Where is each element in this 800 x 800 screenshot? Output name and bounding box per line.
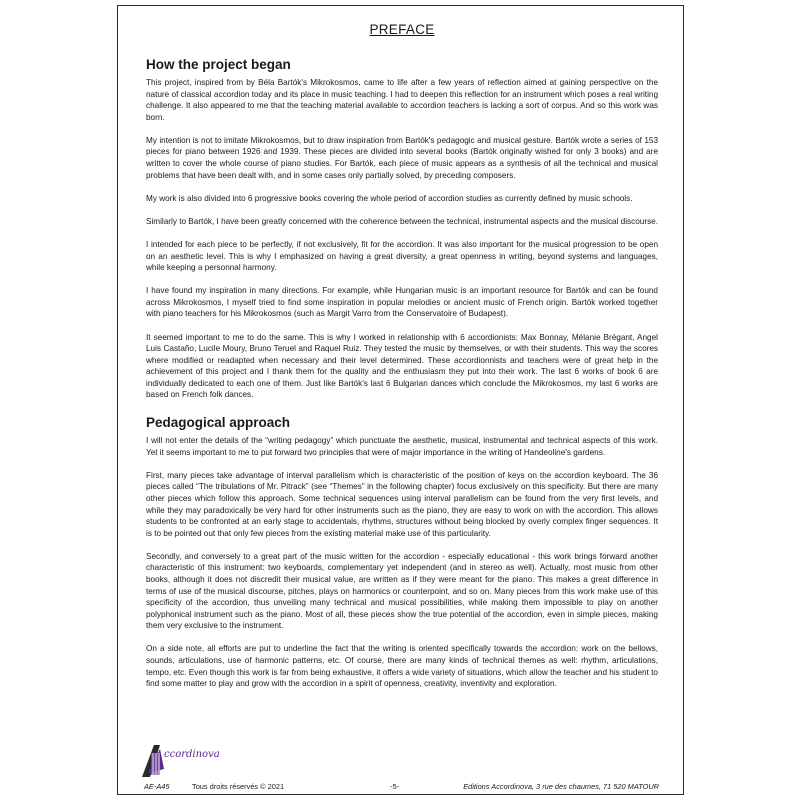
- paragraph: My work is also divided into 6 progressive books covering the whole period of accordion studies as currently defined by music schools.: [146, 193, 633, 203]
- section-heading-pedagogy: Pedagogical approach: [146, 415, 291, 431]
- paragraph: My intention is not to imitate Mikrokosmos, but to draw inspiration from Bartók's pedagogic and musical gesture. Bartók wrote a series of 153 pieces for piano between 1926 and 1939. These pieces are divided into several books (Bartók originally wished for only 3 books) and are written to cover the whole course of piano studies. For Bartók, each piece of music appears as a synthesis of all the technical and musical problems that have been dealt with, and in some cases only partially solved, by preceding composers.: [146, 135, 658, 180]
- copyright: Tous droits réservés © 2021: [192, 782, 285, 791]
- document-page: [117, 5, 684, 795]
- page-number: -5-: [390, 782, 400, 791]
- publisher-address: Editions Accordinova, 3 rue des chaumes, 71 520 MATOUR: [463, 782, 659, 791]
- paragraph: It seemed important to me to do the same. This is why I worked in relationship with 6 accordionists: Max Bonnay, Mélanie Brégant, Angel Luis Castaño, Lucile Moury, Bruno Teruel and Raquel Ruiz. They tested the music by themselves, or with their students. This way the scores where modified or readapted when necessary and their level determined. These accordionnists and teachers were of great help in the achievement of this project and I thank them for the quality and the enthusiasm they put into their work. The last 6 works of book 6 are individually dedicated to each one of them. Just like Bartók's last 6 Bulgarian dances which conclude the Mikrokosmos, my last 6 works are based on French folk dances.: [146, 332, 658, 400]
- accordinova-logo: [138, 739, 218, 779]
- logo-wordmark: ccordinova: [164, 749, 220, 760]
- paragraph: On a side note, all efforts are put to underline the fact that the writing is oriented specifically towards the accordion: work on the bellows, sounds, articulations, use of harmonic patterns, etc. Of course, there are many kinds of technical themes as well: rhythm, articulations, tempo, etc. Even though this work is far from being exhaustive, it offers a wide variety of situations, which allow the teacher and his student to find some matter to play and grow with the accordion in a spirit of openness, creativity, inventivity and exploration.: [146, 644, 658, 689]
- paragraph: I will not enter the details of the “writing pedagogy” which punctuate the aesthetic, musical, instrumental and technical aspects of this work. Yet it seems important to me to put forward two principles that were of major importance in the writing of Handeoline's gardens.: [146, 436, 658, 457]
- paragraph: Similarly to Bartók, I have been greatly concerned with the coherence between the technical, instrumental aspects and the musical discourse.: [146, 216, 658, 226]
- paragraph: I have found my inspiration in many directions. For example, while Hungarian music is an important resource for Bartók and can be found across Mikrokosmos, I myself tried to find some inspiration in popular melodies or ancient music of French origin. Bartók worked together with piano teachers for his Mikrokosmos (such as Margit Varro from the Conservatoire of Budapest).: [146, 286, 658, 319]
- page-footer: [132, 739, 669, 791]
- paragraph: This project, inspired from by Béla Bartók's Mikrokosmos, came to life after a few years of reflection aimed at gaining perspective on the nature of classical accordion today and its place in music teaching. I had to deepen this reflection for an instrument which poses a real writing challenge. It also appeared to me that the teaching material available to accordion teachers is lacking a sort of corpus. And so this work was born.: [146, 78, 658, 122]
- section-heading-project: How the project began: [146, 57, 291, 72]
- paragraph: I intended for each piece to be perfectly, if not exclusively, fit for the accordion. It was also important for the musical progression to be open on an aesthetic level. This is why I emphasized on having a great diversity, a great openness in writing, beyond systems and languages, while keeping a personnal harmony.: [146, 239, 658, 273]
- footer-info: [132, 779, 669, 791]
- paragraph: Secondly, and conversely to a great part of the music written for the accordion - especially educational - this work brings forward another characteristic of this instrument: two keyboards, complementary yet independent (and in stereo as well). Actually, most music from other books, although it does not discredit their musical value, are written as if they were meant for the piano. This makes a great difference in terms of use of the musical discourse, pitches, plays on harmonics or counterpoint, and so on. Many pieces from this work make use of this specificity of the accordion, thus unveiling many technical and musical possibilities, while making them impossible to play on another polyphonical instrument such as the piano. Most of all, these pieces show the true potential of the accordion, even in simple pieces, making them very exclusive to the instrument.: [146, 551, 658, 631]
- catalog-code: AE-A45: [144, 782, 170, 791]
- page-content: [146, 16, 658, 701]
- page-title: PREFACE: [369, 22, 435, 37]
- paragraph: First, many pieces take advantage of interval parallelism which is characteristic of the position of keys on the accordion keyboard. The 36 pieces called “The tribulations of Mr. Pitrack” (see “Themes” in the following chapter) focus exclusively on this specificity. But there are many other pieces which follow this approach. Some technical sequences using interval parallelism can be found from the very first levels, and while they may paradoxically be very hard for other instruments such as the piano, they are easy to work on with the accordion. This allows students to be confronted at an early stage to accidentals, rhythms, structures without being blocked by overly complex finger sequences. It is to be pointed out that only few pieces from the existing material make use of this particularity.: [146, 470, 658, 538]
